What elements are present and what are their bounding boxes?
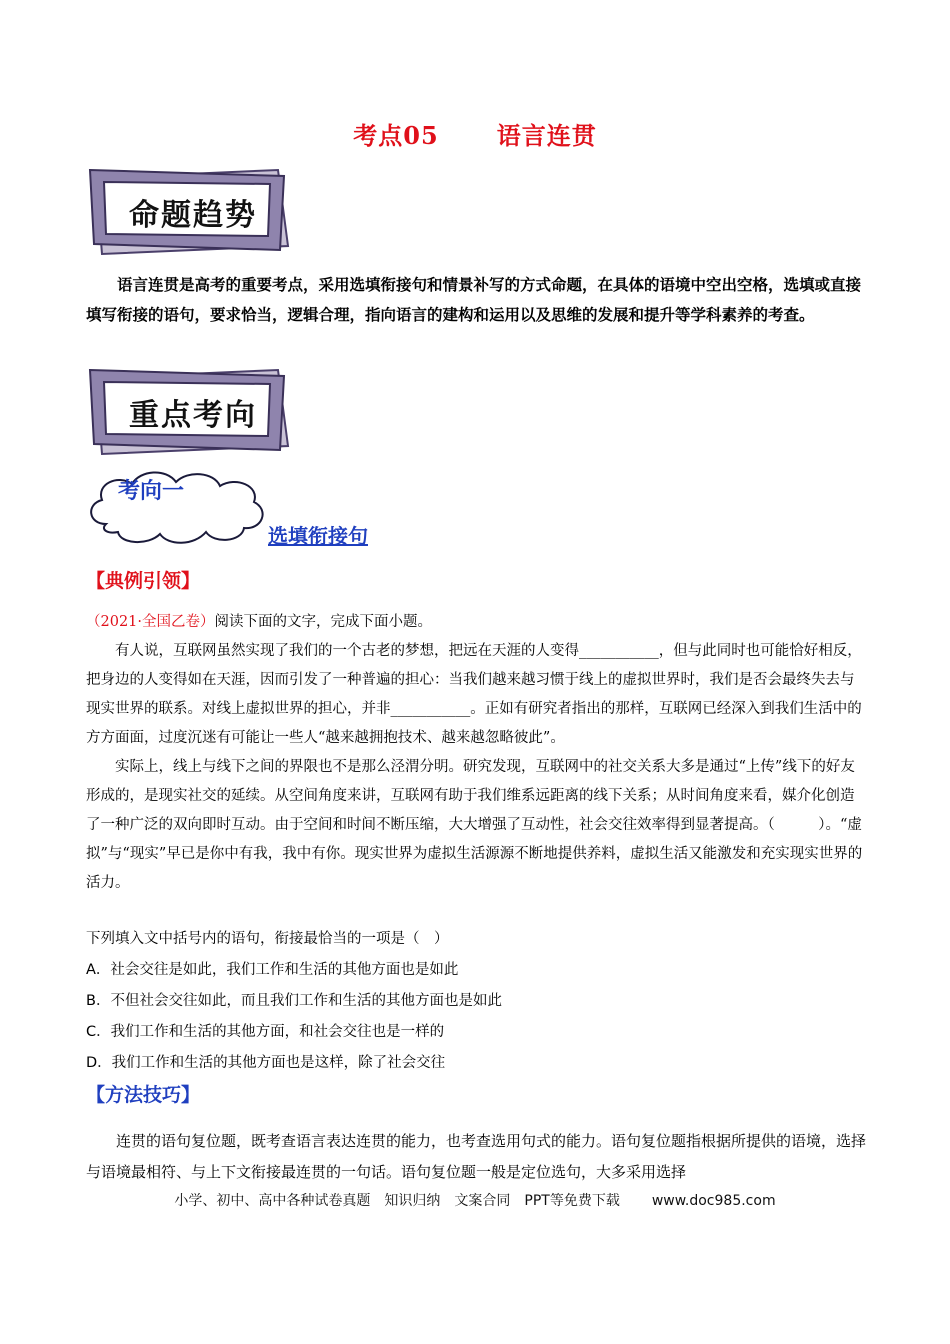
- method-heading: 【方法技巧】: [86, 1084, 201, 1106]
- banner-trend-label: 命题趋势: [129, 198, 257, 233]
- option-a: A．社会交往是如此，我们工作和生活的其他方面也是如此: [86, 962, 459, 978]
- footer-item: 小学、初中、高中各种试卷真题: [174, 1193, 371, 1209]
- question-instruction: 阅读下面的文字，完成下面小题。: [214, 614, 433, 630]
- question-options: [86, 924, 866, 1079]
- option-c: C．我们工作和生活的其他方面，和社会交往也是一样的: [86, 1024, 445, 1040]
- footer-item: 知识归纳: [384, 1193, 441, 1209]
- banner-trend: [88, 166, 298, 258]
- direction-cloud-label: 考向一: [118, 478, 185, 504]
- intro-paragraph: 语言连贯是高考的重要考点，采用选填衔接句和情景补写的方式命题，在具体的语境中空出空格，选填或直接填写衔接的语句，要求恰当，逻辑合理，指向语言的建构和运用以及思维的发展和提升等学科素养的考查。: [86, 275, 862, 324]
- title-prefix: 考点05: [353, 121, 439, 150]
- title-topic: 语言连贯: [496, 121, 597, 150]
- footer-url[interactable]: www.doc985.com: [651, 1193, 776, 1209]
- passage-paragraph-1: 有人说，互联网虽然实现了我们的一个古老的梦想，把远在天涯的人变得___________，但与此同时也可能恰好相反，把身边的人变得如在天涯，因而引发了一种普遍的担心：当我们越来越习惯于线上的虚拟世界时，我们是否会最终失去与现实世界的联系。对线上虚拟世界的担心，并非___________。正如有研究者指出的那样，互联网已经深入到我们生活中的方方面面，过度沉迷有可能让一些人“越来越拥抱技术、越来越忽略彼此”。: [86, 643, 862, 746]
- question-prompt: 下列填入文中括号内的语句，衔接最恰当的一项是（ ）: [86, 931, 449, 947]
- banner-focus: [88, 366, 298, 458]
- subtopic-link[interactable]: 选填衔接句: [268, 524, 368, 548]
- method-paragraph: 连贯的语句复位题，既考查语言表达连贯的能力，也考查选用句式的能力。语句复位题指根据所提供的语境，选择与语境最相符、与上下文衔接最连贯的一句话。语句复位题一般是定位选句，大多采用选择: [86, 1132, 867, 1181]
- question-block: [86, 608, 866, 898]
- example-heading: 【典例引领】: [86, 570, 201, 592]
- footer-item: PPT等免费下载: [524, 1193, 620, 1209]
- page-title: [0, 116, 950, 151]
- option-b: B．不但社会交往如此，而且我们工作和生活的其他方面也是如此: [86, 993, 502, 1009]
- page-footer: [0, 1190, 950, 1210]
- question-source: （2021·全国乙卷）: [86, 614, 215, 630]
- banner-focus-label: 重点考向: [129, 398, 257, 433]
- option-d: D．我们工作和生活的其他方面也是这样，除了社会交往: [86, 1055, 446, 1071]
- passage-paragraph-2: 实际上，线上与线下之间的界限也不是那么泾渭分明。研究发现，互联网中的社交关系大多是通过“上传”线下的好友形成的，是现实社交的延续。从空间角度来讲，互联网有助于我们维系远距离的线下关系；从时间角度来看，媒介化创造了一种广泛的双向即时互动。由于空间和时间不断压缩，大大增强了互动性，社会交往效率得到显著提高。（ ）。“虚拟”与“现实”早已是你中有我，我中有你。现实世界为虚拟生活源源不断地提供养料，虚拟生活又能激发和充实现实世界的活力。: [86, 759, 863, 891]
- footer-item: 文案合同: [454, 1193, 511, 1209]
